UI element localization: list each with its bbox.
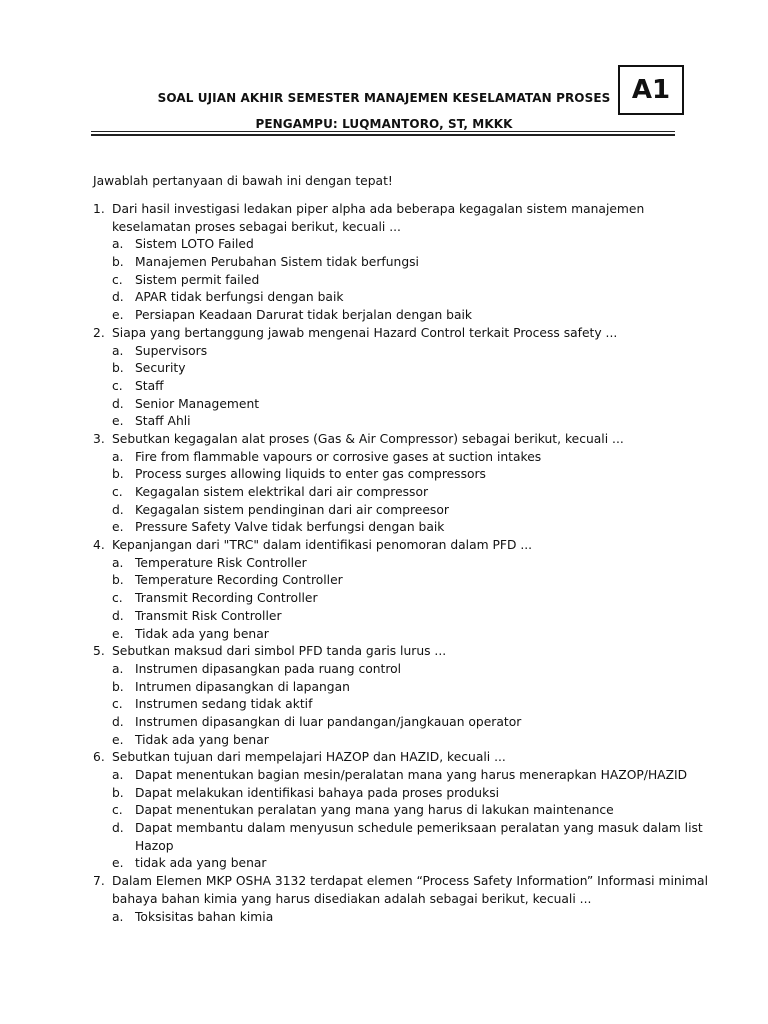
question-line [93, 201, 693, 219]
question-line [93, 643, 693, 661]
answer-option [93, 413, 693, 431]
option-letter: a. [112, 909, 124, 924]
option-text: Transmit Risk Controller [135, 608, 282, 623]
question-line [93, 325, 693, 343]
question-item [93, 643, 693, 749]
question-text: keselamatan proses sebagai berikut, kecuali ... [112, 219, 401, 234]
answer-option [93, 466, 693, 484]
option-text: Supervisors [135, 343, 208, 358]
question-list [93, 201, 709, 926]
option-letter: e. [112, 732, 124, 747]
option-letter: b. [112, 679, 124, 694]
option-text: Staff [135, 378, 164, 393]
option-text: Intrumen dipasangkan di lapangan [135, 679, 350, 694]
option-text: Dapat membantu dalam menyusun schedule pemeriksaan peralatan yang masuk dalam list [135, 821, 703, 836]
option-letter: c. [112, 591, 123, 606]
option-text: Transmit Recording Controller [135, 591, 318, 606]
option-letter: c. [112, 803, 123, 818]
answer-option [93, 838, 693, 856]
option-letter: d. [112, 396, 124, 411]
option-text: Temperature Risk Controller [135, 555, 307, 570]
question-number: 5. [93, 644, 105, 659]
option-text: Tidak ada yang benar [135, 732, 269, 747]
option-text: Instrumen dipasangkan di luar pandangan/jangkauan operator [135, 714, 522, 729]
answer-option [93, 661, 693, 679]
option-letter: d. [112, 714, 124, 729]
answer-option [93, 855, 693, 873]
option-text: Fire from flammable vapours or corrosive gases at suction intakes [135, 449, 542, 464]
answer-option [93, 732, 693, 750]
option-text: Tidak ada yang benar [135, 626, 269, 641]
answer-option [93, 360, 693, 378]
answer-option [93, 289, 693, 307]
question-number: 4. [93, 538, 105, 553]
question-item [93, 325, 693, 431]
answer-option [93, 449, 693, 467]
question-item [93, 749, 703, 873]
option-letter: e. [112, 856, 124, 871]
question-line [93, 891, 693, 909]
question-text: Kepanjangan dari "TRC" dalam identifikasi penomoran dalam PFD ... [112, 538, 533, 553]
exam-title: SOAL UJIAN AKHIR SEMESTER MANAJEMEN KESELAMATAN PROSES [157, 91, 611, 105]
question-text: Dalam Elemen MKP OSHA 3132 terdapat elemen “Process Safety Information” Informasi minimal [112, 874, 709, 889]
answer-option [93, 502, 693, 520]
option-text: Instrumen dipasangkan pada ruang control [135, 661, 402, 676]
option-letter: e. [112, 520, 124, 535]
option-text: Temperature Recording Controller [135, 573, 343, 588]
option-text: Kegagalan sistem elektrikal dari air compressor [135, 485, 429, 499]
question-number: 7. [93, 874, 105, 889]
option-text: Process surges allowing liquids to enter gas compressors [135, 467, 486, 482]
answer-option [93, 236, 693, 254]
answer-option [93, 679, 693, 697]
lecturer-line: PENGAMPU: LUQMANTORO, ST, MKKK [255, 117, 513, 131]
answer-option [93, 396, 693, 414]
question-text: Siapa yang bertanggung jawab mengenai Hazard Control terkait Process safety ... [112, 325, 618, 340]
answer-option [93, 767, 693, 785]
answer-option [93, 626, 693, 644]
option-letter: d. [112, 821, 124, 836]
option-text: APAR tidak berfungsi dengan baik [135, 290, 344, 305]
option-text: Persiapan Keadaan Darurat tidak berjalan dengan baik [135, 308, 473, 323]
option-text: Dapat menentukan bagian mesin/peralatan mana yang harus menerapkan HAZOP/HAZID [135, 768, 688, 782]
answer-option [93, 254, 693, 272]
answer-option [93, 484, 693, 502]
option-letter: b. [112, 785, 124, 800]
answer-option [93, 343, 693, 361]
question-text: bahaya bahan kimia yang harus disediakan adalah sebagai berikut, kecuali ... [112, 891, 592, 906]
answer-option [93, 785, 693, 803]
question-number: 6. [93, 750, 105, 765]
question-text: Sebutkan maksud dari simbol PFD tanda garis lurus ... [112, 644, 447, 659]
question-text: Dari hasil investigasi ledakan piper alpha ada beberapa kegagalan sistem manajemen [112, 202, 645, 216]
question-line [93, 537, 693, 555]
header-rule-thick [91, 134, 675, 136]
header-rule-thin [91, 131, 675, 132]
option-letter: b. [112, 573, 124, 588]
answer-option [93, 307, 693, 325]
exam-code-box [618, 65, 684, 115]
question-number: 2. [93, 325, 105, 340]
question-number: 3. [93, 431, 105, 446]
option-text: Dapat melakukan identifikasi bahaya pada proses produksi [135, 785, 500, 800]
option-text: Kegagalan sistem pendinginan dari air compreesor [135, 502, 449, 517]
option-text: Sistem permit failed [135, 272, 260, 287]
question-number: 1. [93, 202, 105, 216]
option-letter: a. [112, 555, 124, 570]
question-line [93, 873, 709, 891]
option-letter: e. [112, 626, 124, 641]
option-text: Manajemen Perubahan Sistem tidak berfungsi [135, 255, 419, 270]
option-letter: a. [112, 237, 124, 252]
answer-option [93, 572, 693, 590]
answer-option [93, 555, 693, 573]
instruction-text: Jawablah pertanyaan di bawah ini dengan tepat! [93, 174, 393, 188]
option-letter: e. [112, 414, 124, 429]
question-item [93, 431, 693, 537]
option-letter: a. [112, 449, 124, 464]
answer-option [93, 590, 693, 608]
option-letter: e. [112, 308, 124, 323]
answer-option [93, 519, 693, 537]
option-letter: c. [112, 272, 123, 287]
option-letter: d. [112, 608, 124, 623]
option-text: Toksisitas bahan kimia [135, 909, 274, 924]
option-letter: d. [112, 290, 124, 305]
option-letter: d. [112, 502, 124, 517]
option-letter: b. [112, 467, 124, 482]
option-letter: b. [112, 361, 124, 376]
option-text: Security [135, 361, 186, 376]
question-line [93, 219, 693, 237]
option-text: tidak ada yang benar [135, 856, 267, 871]
question-line [93, 749, 693, 767]
answer-option [93, 714, 693, 732]
option-text: Hazop [135, 838, 174, 853]
option-letter: c. [112, 697, 123, 712]
answer-option [93, 696, 693, 714]
option-letter: b. [112, 255, 124, 270]
option-text: Sistem LOTO Failed [135, 237, 254, 252]
option-text: Pressure Safety Valve tidak berfungsi dengan baik [135, 520, 445, 535]
answer-option [93, 378, 693, 396]
option-letter: c. [112, 378, 123, 393]
question-item [93, 873, 709, 926]
question-item [93, 201, 693, 325]
option-text: Staff Ahli [135, 414, 191, 429]
answer-option [93, 909, 693, 927]
answer-option [93, 272, 693, 290]
question-line [93, 431, 693, 449]
option-letter: a. [112, 343, 124, 358]
exam-code: A1 [631, 75, 671, 105]
answer-option [93, 608, 693, 626]
question-item [93, 537, 693, 643]
option-text: Instrumen sedang tidak aktif [135, 697, 313, 712]
answer-option [93, 820, 703, 838]
option-text: Senior Management [135, 396, 260, 411]
option-letter: a. [112, 768, 124, 782]
question-text: Sebutkan tujuan dari mempelajari HAZOP dan HAZID, kecuali ... [112, 750, 506, 765]
option-letter: c. [112, 485, 123, 499]
answer-option [93, 802, 693, 820]
option-text: Dapat menentukan peralatan yang mana yang harus di lakukan maintenance [135, 803, 614, 818]
question-text: Sebutkan kegagalan alat proses (Gas & Air Compressor) sebagai berikut, kecuali ... [112, 431, 624, 446]
option-letter: a. [112, 661, 124, 676]
